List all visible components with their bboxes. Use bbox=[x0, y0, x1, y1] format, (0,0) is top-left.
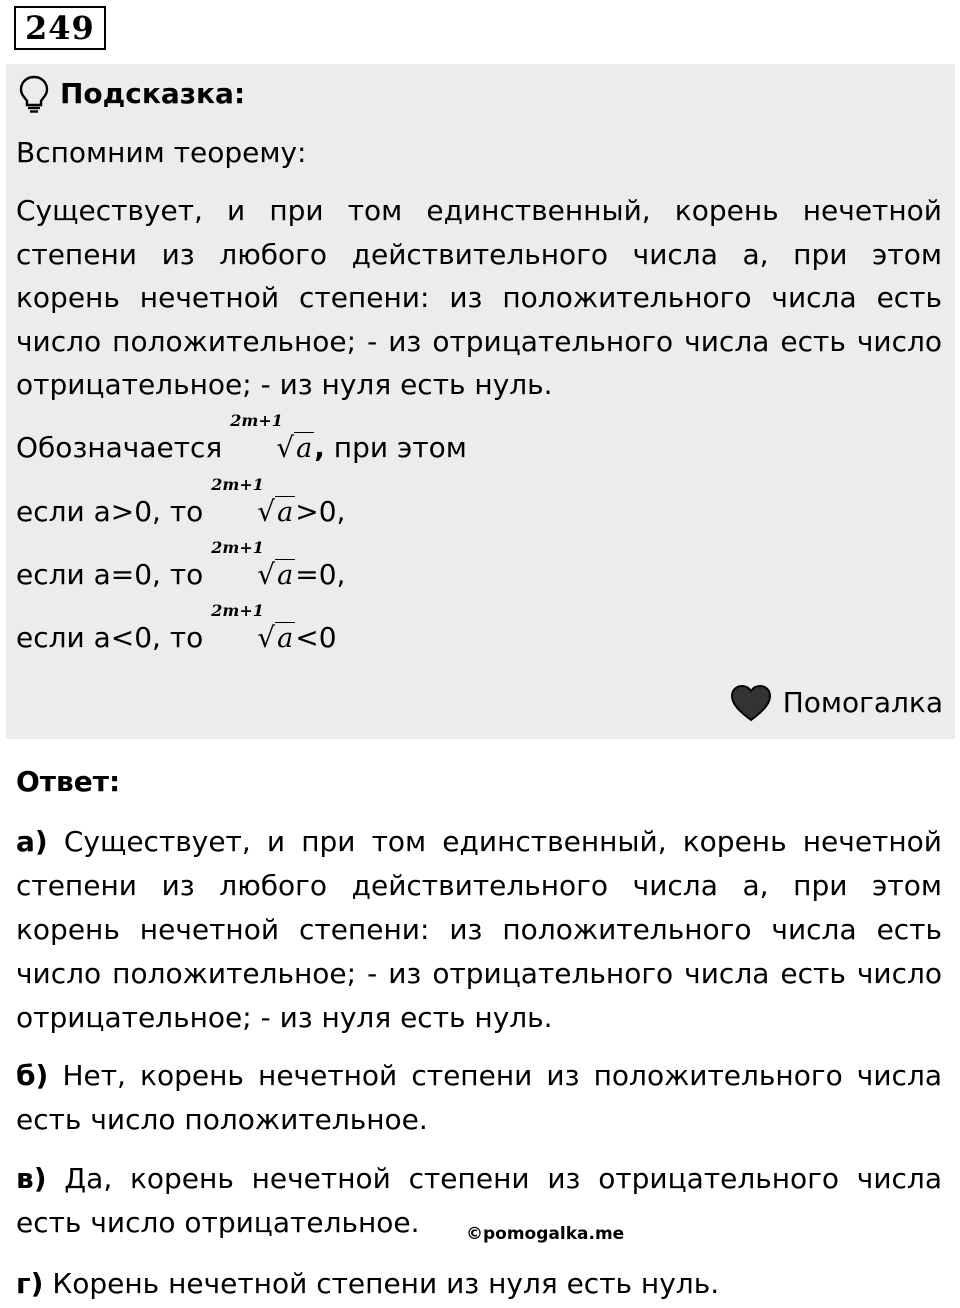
heart-icon bbox=[729, 683, 773, 723]
task-number: 249 bbox=[14, 6, 106, 50]
notation-text: Обозначается bbox=[16, 431, 223, 464]
hint-notation: Обозначается 2m+1 √a, при этом bbox=[16, 428, 467, 469]
answer-item-a: а) Существует, и при том единственный, корень нечетной степени из любого действительного числа а, при этом корень нечетной степени: из положительного числа есть число положительное; - из отрицательного числа есть число отрицательное; - из нуля есть нуль. bbox=[16, 825, 942, 1034]
lightbulb-icon bbox=[18, 74, 50, 114]
hint-case-positive: если а>0, то 2m+1 √a>0, bbox=[16, 492, 345, 533]
watermark: ©pomogalka.me bbox=[466, 1224, 625, 1244]
hint-title-text: Подсказка: bbox=[60, 77, 246, 110]
notation-tail: при этом bbox=[324, 431, 467, 464]
answer-marker: в) bbox=[16, 1162, 47, 1195]
brand-name: Помогалка bbox=[782, 686, 943, 719]
answer-item-g: г) Корень нечетной степени из нуля есть нуль. bbox=[16, 1267, 720, 1300]
answer-marker: а) bbox=[16, 825, 48, 858]
hint-case-negative: если а<0, то 2m+1 √a<0 bbox=[16, 618, 337, 659]
answer-marker: б) bbox=[16, 1059, 49, 1092]
hint-box bbox=[6, 64, 955, 739]
answer-label: Ответ: bbox=[16, 765, 121, 798]
hint-intro: Вспомним теорему: bbox=[16, 136, 307, 169]
hint-title bbox=[18, 74, 245, 114]
odd-root-expression: 2m+1 √a bbox=[211, 538, 294, 591]
hint-theorem: Существует, и при том единственный, корень нечетной степени из любого действительного числа а, при этом корень нечетной степени: из положительного числа есть число положительное; - из отрицательного числа есть число отрицательное; - из нуля есть нуль. bbox=[16, 194, 942, 401]
odd-root-expression: 2m+1 √a bbox=[211, 475, 294, 528]
answer-marker: г) bbox=[16, 1267, 44, 1300]
odd-root-expression: 2m+1 √a bbox=[230, 411, 313, 464]
answer-item-v: в) Да, корень нечетной степени из отрицательного числа есть число отрицательное. bbox=[16, 1162, 942, 1239]
answer-item-b: б) Нет, корень нечетной степени из положительного числа есть число положительное. bbox=[16, 1059, 943, 1136]
odd-root-expression: 2m+1 √a bbox=[211, 601, 294, 654]
brand-signature bbox=[729, 683, 943, 723]
hint-case-zero: если а=0, то 2m+1 √a=0, bbox=[16, 555, 345, 596]
